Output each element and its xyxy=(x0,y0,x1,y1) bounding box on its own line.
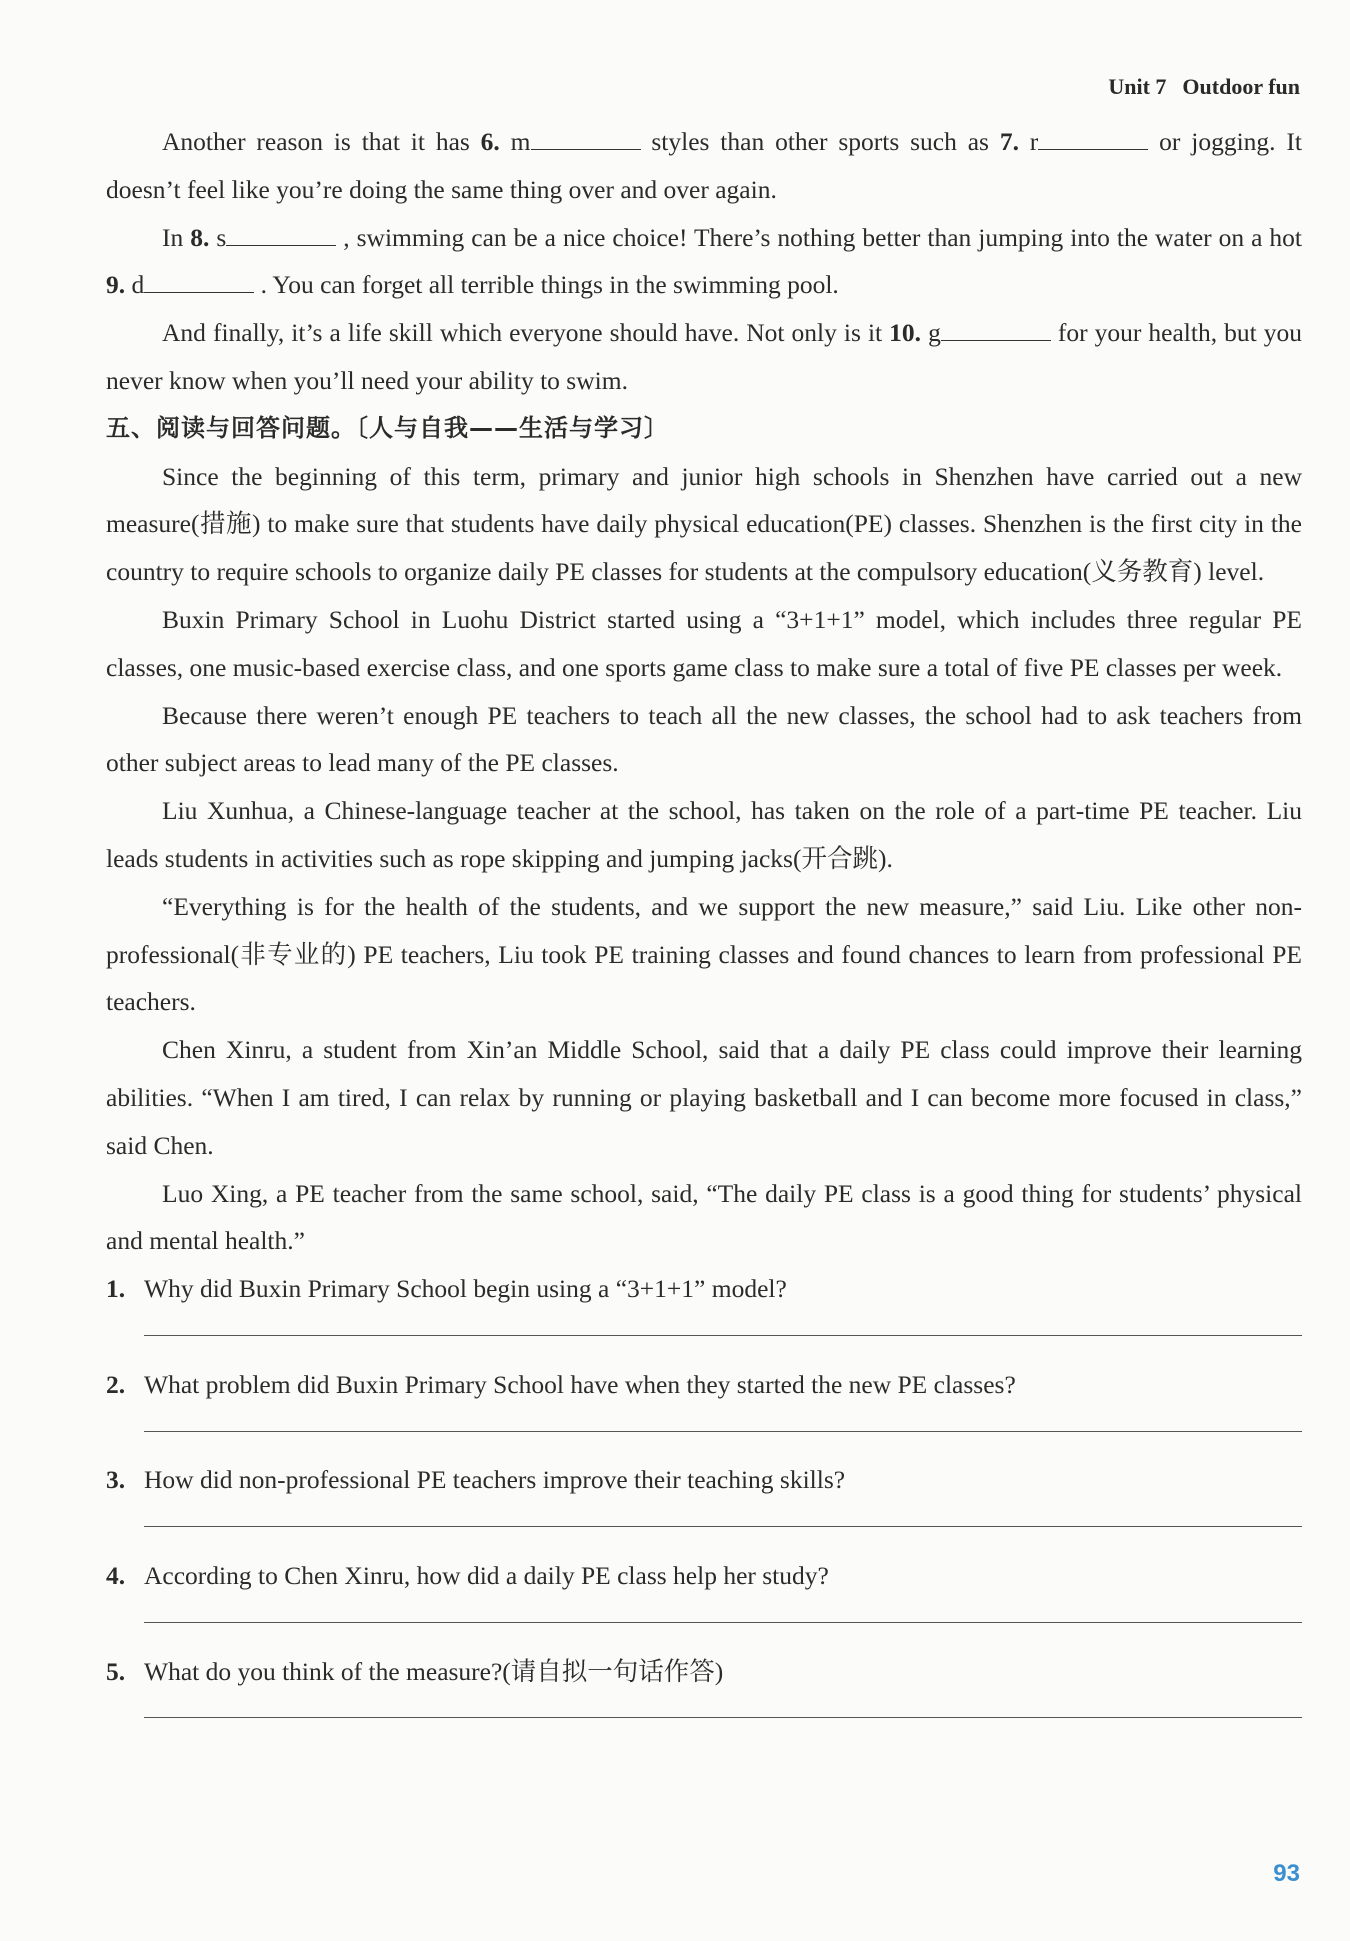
question-text: Why did Buxin Primary School begin using a “3+1+1” model? xyxy=(144,1274,787,1304)
question-list xyxy=(106,1265,1302,1743)
section-title: 五、阅读与回答问题。〔人与自我——生活与学习〕 xyxy=(106,413,669,442)
question-text: How did non-professional PE teachers improve their teaching skills? xyxy=(144,1465,846,1495)
answer-line-4[interactable] xyxy=(144,1600,1302,1648)
blank-hint-10: g xyxy=(921,318,941,348)
question-text: What do you think of the measure?(请自拟一句话作答) xyxy=(144,1656,724,1686)
reading-paragraph: Liu Xunhua, a Chinese-language teacher at the school, has taken on the role of a part-time PE teacher. Liu leads students in activities such as rope skipping and jumping jacks(开合跳). xyxy=(106,796,1302,873)
page-content xyxy=(106,118,1302,1743)
blank-hint-6: m xyxy=(499,127,531,156)
blank-number-7: 7. xyxy=(999,127,1019,156)
text-run: , swimming can be a nice choice! There’s nothing better than jumping into the water on a hot xyxy=(336,222,1302,252)
blank-number-8: 8. xyxy=(190,222,210,252)
reading-paragraph: Since the beginning of this term, primary and junior high schools in Shenzhen have carried out a new measure(措施) to make sure that students have daily physical education(PE) classes. Shenzhen is the first city in the country to require schools to organize daily PE classes for students at the compulsory education(义务教育) level. xyxy=(106,461,1302,587)
text-run: In xyxy=(162,222,191,252)
text-run: styles than other sports such as xyxy=(640,127,1000,156)
answer-line-1[interactable] xyxy=(144,1313,1302,1361)
blank-7[interactable] xyxy=(1038,129,1148,150)
blank-hint-8: s xyxy=(209,222,227,252)
blank-10[interactable] xyxy=(941,320,1051,341)
text-run: And finally, it’s a life skill which everyone should have. Not only is it xyxy=(162,318,890,348)
reading-paragraph: Luo Xing, a PE teacher from the same school, said, “The daily PE class is a good thing for students’ physical and mental health.” xyxy=(106,1178,1302,1256)
reading-paragraph: Chen Xinru, a student from Xin’an Middle School, said that a daily PE class could improve their learning abilities. “When I am tired, I can relax by running or playing basketball and I can become more focused in class,” said Chen. xyxy=(106,1035,1302,1160)
unit-title: Outdoor fun xyxy=(1182,74,1300,99)
question-5 xyxy=(106,1648,1302,1696)
blank-number-10: 10. xyxy=(889,318,922,348)
page-number: 93 xyxy=(1273,1860,1300,1887)
text-run: or jogging. It doesn’t feel like you’re doing the same thing over and over again. xyxy=(106,127,1302,204)
question-2 xyxy=(106,1361,1302,1409)
question-3 xyxy=(106,1456,1302,1504)
reading-paragraph: “Everything is for the health of the students, and we support the new measure,” said Liu. Like other non-professional(非专业的) PE teachers, Liu took PE training classes and found chances to learn from professional PE teachers. xyxy=(106,891,1302,1017)
question-number: 1. xyxy=(106,1274,126,1304)
question-number: 5. xyxy=(106,1656,126,1686)
page-header xyxy=(1108,74,1300,100)
answer-line-2[interactable] xyxy=(144,1409,1302,1457)
answer-line-5[interactable] xyxy=(144,1695,1302,1743)
question-text: According to Chen Xinru, how did a daily PE class help her study? xyxy=(144,1560,829,1590)
question-1 xyxy=(106,1265,1302,1313)
blank-hint-7: r xyxy=(1018,127,1039,156)
reading-paragraph: Because there weren’t enough PE teachers to teach all the new classes, the school had to ask teachers from other subject areas to lead many of the PE classes. xyxy=(106,700,1302,778)
blank-number-9: 9. xyxy=(106,270,126,300)
question-number: 4. xyxy=(106,1560,126,1590)
blank-number-6: 6. xyxy=(480,127,500,156)
blank-hint-9: d xyxy=(125,270,145,300)
question-number: 3. xyxy=(106,1465,126,1495)
passage-paragraph-3 xyxy=(106,309,1302,405)
question-4 xyxy=(106,1552,1302,1600)
answer-line-3[interactable] xyxy=(144,1504,1302,1552)
passage-paragraph-1 xyxy=(106,118,1302,214)
passage-paragraph-2 xyxy=(106,214,1302,310)
text-run: for your health, but you never know when you’ll need your ability to swim. xyxy=(106,318,1302,395)
unit-label: Unit 7 xyxy=(1108,74,1167,99)
reading-paragraph: Buxin Primary School in Luohu District started using a “3+1+1” model, which includes three regular PE classes, one music-based exercise class, and one sports game class to make sure a total of five PE classes per week. xyxy=(106,604,1302,682)
text-run: . You can forget all terrible things in the swimming pool. xyxy=(254,270,839,300)
question-number: 2. xyxy=(106,1369,126,1399)
blank-9[interactable] xyxy=(144,272,254,293)
blank-6[interactable] xyxy=(531,129,641,150)
question-text: What problem did Buxin Primary School have when they started the new PE classes? xyxy=(144,1369,1016,1399)
text-run: Another reason is that it has xyxy=(162,127,481,156)
blank-8[interactable] xyxy=(226,225,336,246)
